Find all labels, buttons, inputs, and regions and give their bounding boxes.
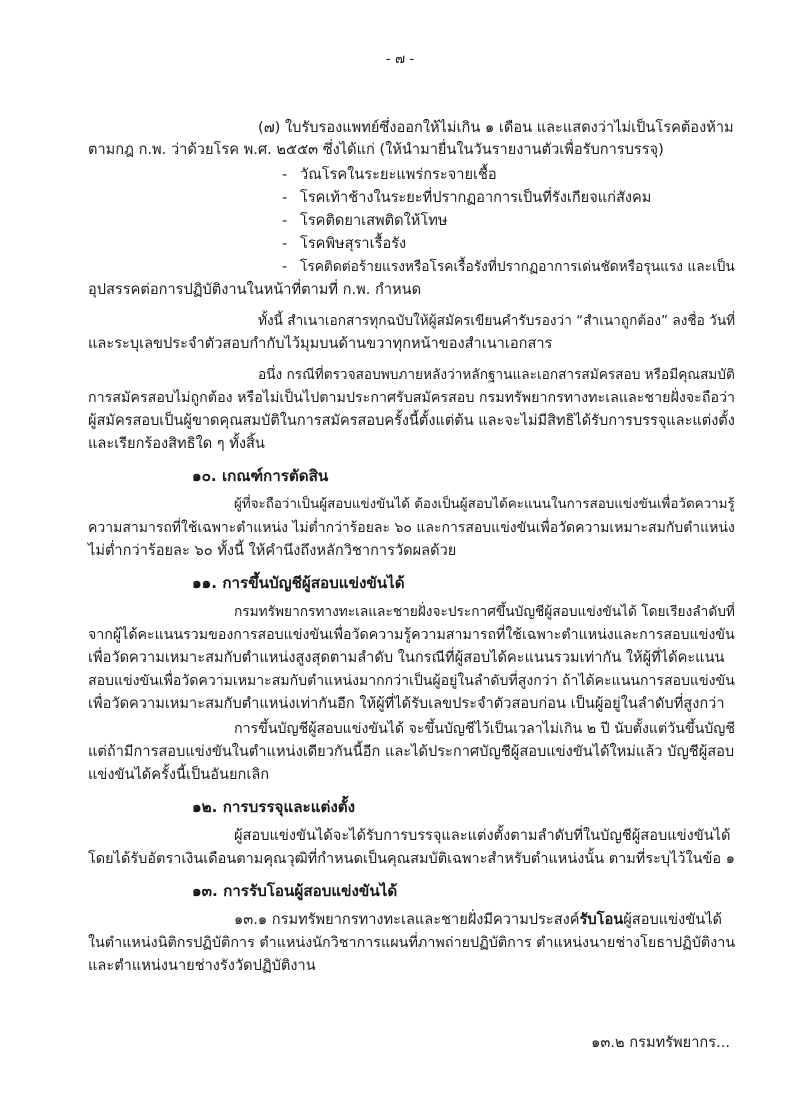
disease-item: โรคเท้าช้างในระยะที่ปรากฏอาการเป็นที่รังเกียจแก่สังคม [300,189,652,206]
section13-line2: ในตำแหน่งนิติกรปฏิบัติการ ตำแหน่งนักวิชาการแผนที่ภาพถ่ายปฏิบัติการ ตำแหน่งนายช่างโยธาปฏิบัติงาน [88,935,736,951]
page-number: - ๗ - [385,52,415,67]
disqualify-line4: และเรียกร้องสิทธิใด ๆ ทั้งสิ้น [88,435,265,452]
item7-line1: (๗) ใบรับรองแพทย์ซึ่งออกให้ไม่เกิน ๑ เดือน และแสดงว่าไม่เป็นโรคต้องห้าม [258,119,734,136]
section11-heading: ๑๑. การขึ้นบัญชีผู้สอบแข่งขันได้ [192,574,405,592]
section13-line3: และตำแหน่งนายช่างรังวัดปฏิบัติงาน [88,957,316,974]
section10-line1: ผู้ที่จะถือว่าเป็นผู้สอบแข่งขันได้ ต้องเป็นผู้สอบได้คะแนนในการสอบแข่งขันเพื่อวัดความรู้ [234,497,735,512]
list-dash: - [282,189,288,206]
section10-line2: ความสามารถที่ใช้เฉพาะตำแหน่ง ไม่ต่ำกว่าร้อยละ ๖๐ และการสอบแข่งขันเพื่อวัดความเหมาะสมกับตำแหน่ง [88,520,735,536]
list-dash: - [282,258,288,275]
section13-line1 [234,910,722,930]
section12-line2: โดยได้รับอัตราเงินเดือนตามคุณวุฒิที่กำหนดเป็นคุณสมบัติเฉพาะสำหรับตำแหน่งนั้น ตามที่ระบุไว้ในข้อ ๑ [88,851,735,867]
disqualify-line3: ผู้สมัครสอบเป็นผู้ขาดคุณสมบัติในการสมัครสอบครั้งนี้ตั้งแต่ต้น และจะไม่มีสิทธิได้รับการบรรจุและแต่งตั้ง [88,413,735,429]
section13-line1-tail: ผู้สอบแข่งขันได้ [623,911,723,928]
list-dash: - [282,212,288,229]
list-dash: - [282,235,288,252]
section11-p2-line3: แข่งขันได้ครั้งนี้เป็นอันยกเลิก [88,766,270,783]
section11-p1-line1: กรมทรัพยากรทางทะเลและชายฝั่งจะประกาศขึ้นบัญชีผู้สอบแข่งขันได้ โดยเรียงลำดับที่ [234,604,735,620]
disease-item: วัณโรคในระยะแพร่กระจายเชื้อ [300,166,497,183]
disqualify-line2: การสมัครสอบไม่ถูกต้อง หรือไม่เป็นไปตามประกาศรับสมัครสอบ กรมทรัพยากรทางทะเลและชายฝั่งจะถือว่า [88,390,736,406]
section11-p1-line2: จากผู้ได้คะแนนรวมของการสอบแข่งขันเพื่อวัดความรู้ความสามารถที่ใช้เฉพาะตำแหน่งและการสอบแข่งขัน [88,627,735,643]
section11-p1-line3: เพื่อวัดความเหมาะสมกับตำแหน่งสูงสุดตามลำดับ ในกรณีที่ผู้สอบได้คะแนนรวมเท่ากัน ให้ผู้ที่ได้คะแนน [88,649,725,666]
section12-line1: ผู้สอบแข่งขันได้จะได้รับการบรรจุและแต่งตั้งตามลำดับที่ในบัญชีผู้สอบแข่งขันได้ [234,827,731,844]
section13-heading: ๑๓. การรับโอนผู้สอบแข่งขันได้ [192,882,398,900]
copy-note-line1: ทั้งนี้ สำเนาเอกสารทุกฉบับให้ผู้สมัครเขียนคำรับรองว่า “สำเนาถูกต้อง” ลงชื่อ วันที่ [258,313,736,329]
section13-line1-text: ๑๓.๑ กรมทรัพยากรทางทะเลและชายฝั่งมีความประสงค์ [234,911,580,928]
section13-emphasis: รับโอน [579,911,624,928]
section12-heading: ๑๒. การบรรจุและแต่งตั้ง [192,798,356,816]
section11-p1-line5: เพื่อวัดความเหมาะสมกับตำแหน่งเท่ากันอีก ให้ผู้ที่ได้รับเลขประจำตัวสอบก่อน เป็นผู้อยู่ในลำดับที่สูงกว่า [88,695,725,712]
section11-p1-line4: สอบแข่งขันเพื่อวัดความเหมาะสมกับตำแหน่งมากกว่าเป็นผู้อยู่ในลำดับที่สูงกว่า ถ้าได้คะแนนการสอบแข่งขัน [88,673,735,689]
disease-item: โรคติดต่อร้ายแรงหรือโรคเรื้อรังที่ปรากฏอาการเด่นชัดหรือรุนแรง และเป็น [300,259,735,275]
continuation-text: ๑๓.๒ กรมทรัพยากร... [591,1034,730,1051]
section10-line3: ไม่ต่ำกว่าร้อยละ ๖๐ ทั้งนี้ ให้คำนึงถึงหลักวิชาการวัดผลด้วย [88,542,457,559]
section10-heading: ๑๐. เกณฑ์การตัดสิน [192,467,329,485]
copy-note-line2: และระบุเลขประจำตัวสอบกำกับไว้มุมบนด้านขวาทุกหน้าของสำเนาเอกสาร [88,335,553,352]
item7-line2: ตามกฎ ก.พ. ว่าด้วยโรค พ.ศ. ๒๕๕๓ ซึ่งได้แก่ (ให้นำมายื่นในวันรายงานตัวเพื่อรับการบรรจุ) [88,141,664,158]
disqualify-line1: อนึ่ง กรณีที่ตรวจสอบพบภายหลังว่าหลักฐานและเอกสารสมัครสอบ หรือมีคุณสมบัติ [258,367,735,383]
disease-continuation: อุปสรรคต่อการปฏิบัติงานในหน้าที่ตามที่ ก.พ. กำหนด [88,281,422,298]
list-dash: - [282,166,288,183]
section11-p2-line2: แต่ถ้ามีการสอบแข่งขันในตำแหน่งเดียวกันนี้อีก และได้ประกาศบัญชีผู้สอบแข่งขันได้ใหม่แล้ว บัญชีผู้สอบ [88,743,735,760]
disease-item: โรคติดยาเสพติดให้โทษ [300,212,448,229]
disease-item: โรคพิษสุราเรื้อรัง [300,235,407,252]
section11-p2-line1: การขึ้นบัญชีผู้สอบแข่งขันได้ จะขึ้นบัญชีไว้เป็นเวลาไม่เกิน ๒ ปี นับตั้งแต่วันขึ้นบัญชี [234,721,735,737]
